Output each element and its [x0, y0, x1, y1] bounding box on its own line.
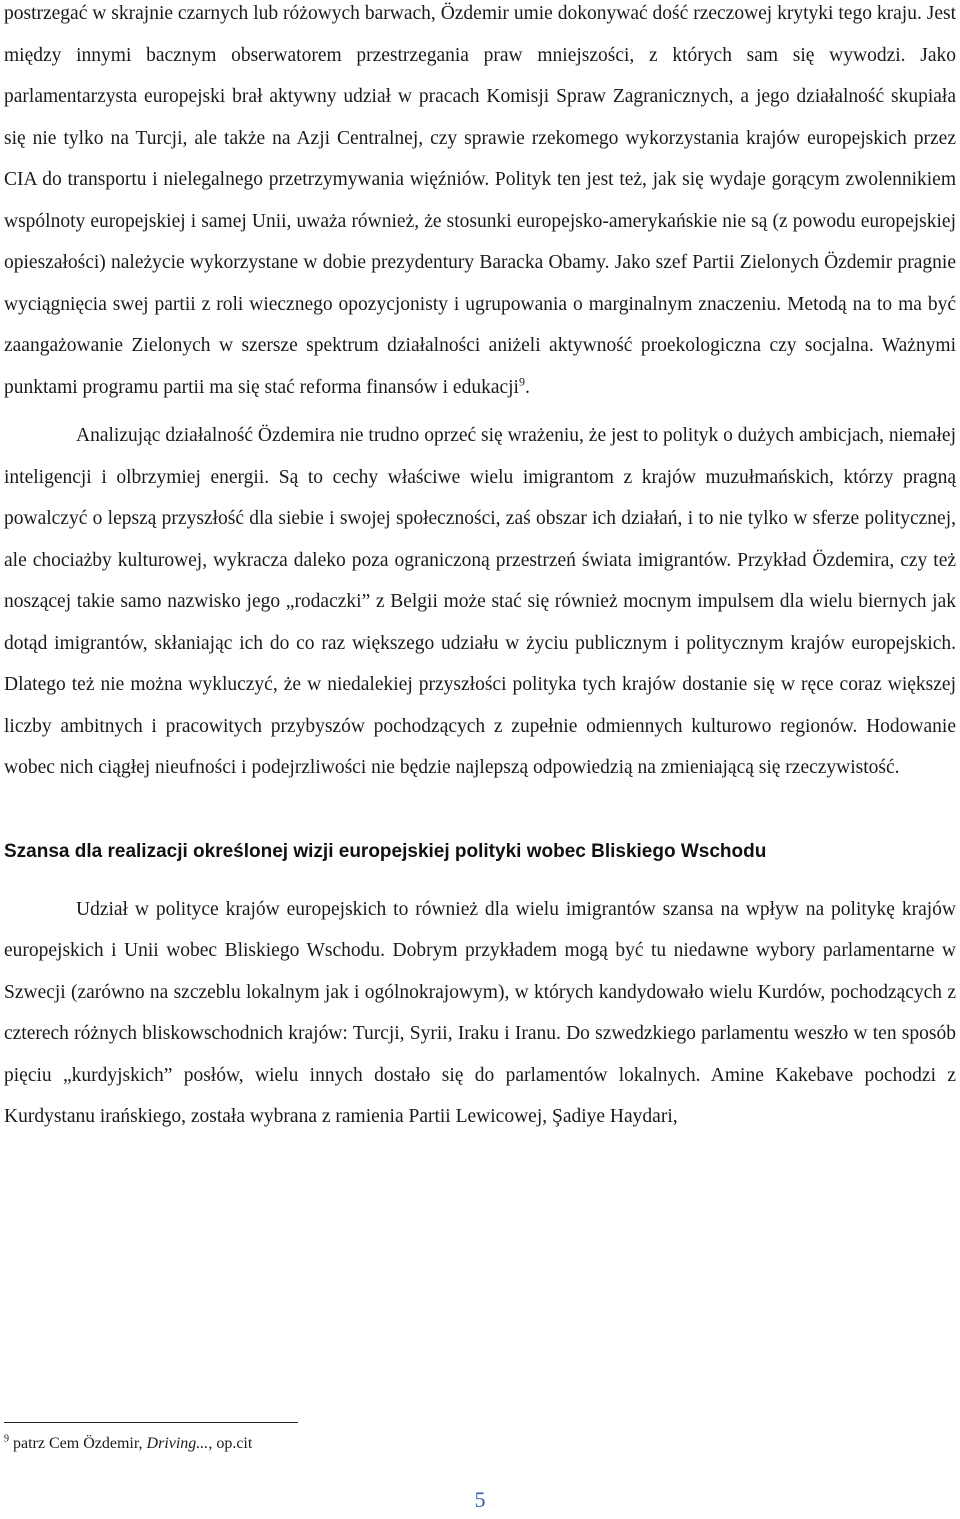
footnote [4, 1432, 252, 1456]
document-page [4, 0, 956, 1138]
paragraph-3-text: Udział w polityce krajów europejskich to również dla wielu imigrantów szansa na wpływ na politykę krajów europejskich i Unii wobec Bliskiego Wschodu. Dobrym przykładem mogą być tu niedawne wybory parlamentarne w Szwecji (zarówno na szczeblu lokalnym jak i ogólnokrajowym), w których kandydowało wielu Kurdów, pochodzących z czterech różnych bliskowschodnich krajów: Turcji, Syrii, Iraku i Iranu. Do szwedzkiego parlamentu weszło w ten sposób pięciu „kurdyjskich” posłów, wielu innych dostało się do parlamentów lokalnych. Amine Kakebave pochodzi z Kurdystanu irańskiego, została wybrana z ramienia Partii Lewicowej, Şadiye Haydari, [4, 898, 956, 1127]
body-paragraph-2 [4, 415, 956, 789]
paragraph-2-text: Analizując działalność Özdemira nie trudno oprzeć się wrażeniu, że jest to polityk o dużych ambicjach, niemałej inteligencji i olbrzymiej energii. Są to cechy właściwe wielu imigrantom z krajów muzułmańskich, którzy pragną powalczyć o lepszą przyszłość dla siebie i swojej społeczności, zaś obszar ich działań, i to nie tylko w sferze politycznej, ale chociażby kulturowej, wykracza daleko poza ograniczoną przestrzeń świata imigrantów. Przykład Özdemira, czy też noszącej takie samo nazwisko jego „rodaczki” z Belgii może stać się również mocnym impulsem dla wielu biernych jak dotąd imigrantów, skłaniając ich do co raz większego udziału w życiu publicznym i politycznym krajów europejskich. Dlatego też nie można wykluczyć, że w niedalekiej przyszłości polityka tych krajów dostanie się w ręce coraz większej liczby ambitnych i pracowitych przybyszów pochodzących z zupełnie odmiennych kulturowo regionów. Hodowanie wobec nich ciągłej nieufności i podejrzliwości nie będzie najlepszą odpowiedzią na zmieniającą się rzeczywistość. [4, 425, 956, 778]
paragraph-1-text: postrzegać w skrajnie czarnych lub różowych barwach, Özdemir umie dokonywać dość rzeczowej krytyki tego kraju. Jest między innymi bacznym obserwatorem przestrzegania praw mniejszości, z których sam się wywodzi. Jako parlamentarzysta europejski brał aktywny udział w pracach Komisji Spraw Zagranicznych, a jego działalność skupiała się nie tylko na Turcji, ale także na Azji Centralnej, czy sprawie rzekomego wykorzystania krajów europejskich przez CIA do transportu i nielegalnego przetrzymywania więźniów. Polityk ten jest też, jak się wydaje gorącym zwolennikiem wspólnoty europejskiej i samej Unii, uważa również, że stosunki europejsko-amerykańskie nie są (z powodu europejskiej opieszałości) należycie wykorzystane w dobie prezydentury Baracka Obamy. Jako szef Partii Zielonych Özdemir pragnie wyciągnięcia swej partii z roli wiecznego opozycjonisty i ugrupowania o marginalnym znaczeniu. Metodą na to ma być zaangażowanie Zielonych w szersze spektrum działalności aniżeli aktywność proekologiczna czy socjalna. Ważnymi punktami programu partii ma się stać reforma finansów i edukacji [4, 3, 956, 398]
page-number: 5 [474, 1487, 486, 1512]
body-paragraph-3 [4, 889, 956, 1138]
footnote-number: 9 [4, 1433, 9, 1445]
footnote-separator [4, 1422, 298, 1423]
body-paragraph-1 [4, 0, 956, 408]
footnote-suffix: , op.cit [208, 1435, 253, 1452]
paragraph-1-end: . [524, 376, 530, 398]
section-heading: Szansa dla realizacji określonej wizji europejskiej polityki wobec Bliskiego Wschodu [4, 840, 767, 862]
footnote-title: Driving... [146, 1435, 209, 1452]
footnote-prefix: patrz Cem Özdemir, [9, 1435, 147, 1452]
footnote-reference[interactable]: 9 [518, 374, 525, 388]
